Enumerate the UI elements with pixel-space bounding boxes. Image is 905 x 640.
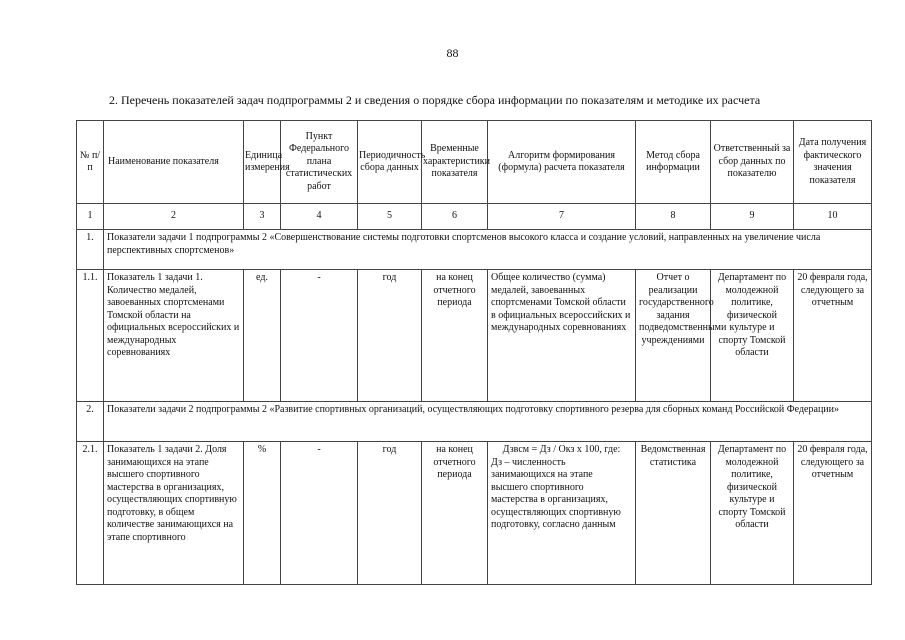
date-cell: 20 февраля года, следующего за отчетным xyxy=(794,442,872,585)
header-cell-name: Наименование показателя xyxy=(104,121,244,204)
column-number: 8 xyxy=(636,204,711,230)
indicator-name: Показатель 1 задачи 1. Количество медалей, завоеванных спортсменами Томской области на официальных всероссийских и международных соревнованиях xyxy=(104,270,244,402)
indicators-table xyxy=(76,120,872,585)
column-number: 5 xyxy=(358,204,422,230)
column-number: 10 xyxy=(794,204,872,230)
responsible-cell: Департамент по молодежной политике, физической культуре и спорту Томской области xyxy=(711,270,794,402)
row-number: 2.1. xyxy=(77,442,104,585)
column-number: 1 xyxy=(77,204,104,230)
date-cell: 20 февраля года, следующего за отчетным xyxy=(794,270,872,402)
header-cell-periodicity: Периодичность сбора данных xyxy=(358,121,422,204)
time-characteristic-cell: на конец отчетного периода xyxy=(422,270,488,402)
unit-cell: % xyxy=(244,442,281,585)
header-cell-responsible: Ответственный за сбор данных по показателю xyxy=(711,121,794,204)
table-header-row xyxy=(77,121,872,204)
row-number: 1.1. xyxy=(77,270,104,402)
table-row xyxy=(77,442,872,585)
algorithm-cell: Общее количество (сумма) медалей, завоеванных спортсменами Томской области в официальных всероссийских и международных соревнованиях xyxy=(488,270,636,402)
section-number: 2. xyxy=(77,402,104,442)
table-row xyxy=(77,270,872,402)
section-row xyxy=(77,230,872,270)
method-cell: Ведомственная статистика xyxy=(636,442,711,585)
responsible-cell: Департамент по молодежной политике, физической культуре и спорту Томской области xyxy=(711,442,794,585)
column-number: 9 xyxy=(711,204,794,230)
document-title: 2. Перечень показателей задач подпрограммы 2 и сведения о порядке сбора информации по показателям и методике их расчета xyxy=(109,93,761,107)
page-number: 88 xyxy=(446,46,459,60)
column-number: 2 xyxy=(104,204,244,230)
header-cell-num: № п/п xyxy=(77,121,104,204)
formula: Дзвсм = Дз / Окз х 100, где: xyxy=(502,444,621,455)
periodicity-cell: год xyxy=(358,442,422,585)
section-row xyxy=(77,402,872,442)
section-title: Показатели задачи 1 подпрограммы 2 «Совершенствование системы подготовки спортсменов высокого класса и создание условий, направленных на увеличение числа перспективных спортсменов» xyxy=(104,230,872,270)
indicator-name: Показатель 1 задачи 2. Доля занимающихся на этапе высшего спортивного мастерства в организациях, осуществляющих спортивную подготовку, в общем количестве занимающихся на этапе спортивного xyxy=(104,442,244,585)
formula-description: Дз – численность занимающихся на этапе высшего спортивного мастерства в организациях, осуществляющих спортивную подготовку, согласно данным xyxy=(491,456,621,530)
column-number: 3 xyxy=(244,204,281,230)
column-number: 7 xyxy=(488,204,636,230)
column-number-row xyxy=(77,204,872,230)
time-characteristic-cell: на конец отчетного периода xyxy=(422,442,488,585)
method-cell: Отчет о реализации государственного задания подведомственными учреждениями xyxy=(636,270,711,402)
header-cell-plan-item: Пункт Федерального плана статистических работ xyxy=(281,121,358,204)
header-cell-time-char: Временные характеристики показателя xyxy=(422,121,488,204)
plan-item-cell: - xyxy=(281,270,358,402)
unit-cell: ед. xyxy=(244,270,281,402)
algorithm-cell xyxy=(488,442,636,585)
section-title: Показатели задачи 2 подпрограммы 2 «Развитие спортивных организаций, осуществляющих подготовку спортивного резерва для сборных команд Российской Федерации» xyxy=(104,402,872,442)
header-cell-date: Дата получения фактического значения показателя xyxy=(794,121,872,204)
header-cell-method: Метод сбора информации xyxy=(636,121,711,204)
header-cell-unit: Единица измерения xyxy=(244,121,281,204)
section-number: 1. xyxy=(77,230,104,270)
column-number: 4 xyxy=(281,204,358,230)
header-cell-algorithm: Алгоритм формирования (формула) расчета показателя xyxy=(488,121,636,204)
column-number: 6 xyxy=(422,204,488,230)
plan-item-cell: - xyxy=(281,442,358,585)
periodicity-cell: год xyxy=(358,270,422,402)
